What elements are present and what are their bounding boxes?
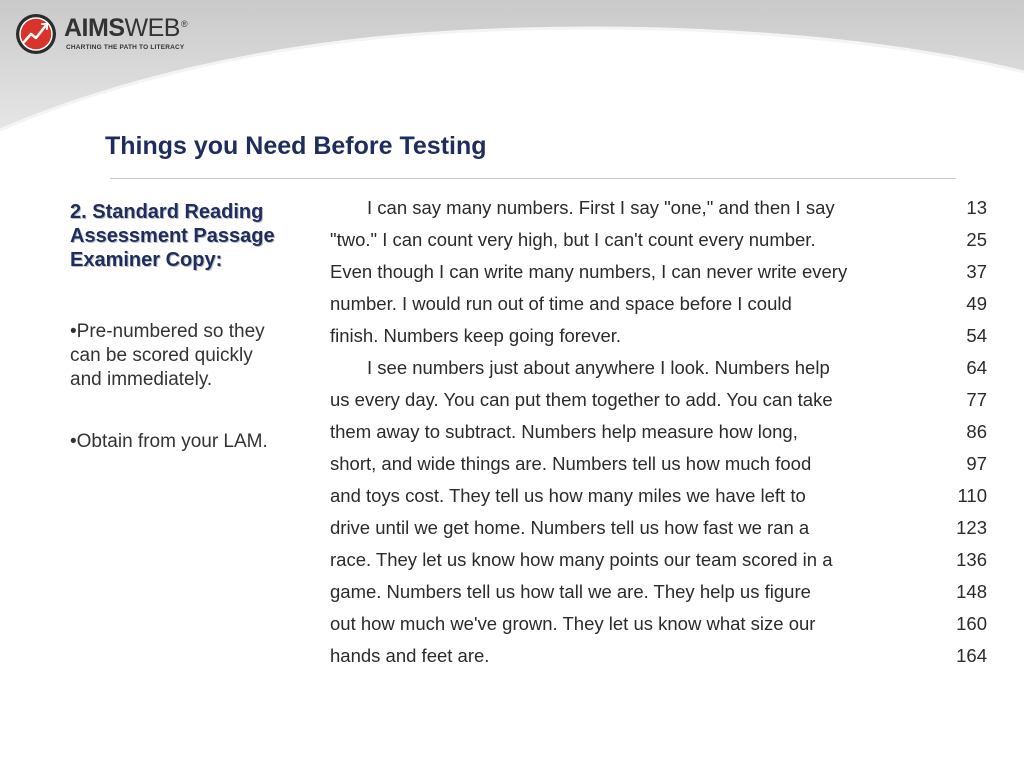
passage-line xyxy=(330,448,995,480)
passage-word-count: 123 xyxy=(956,517,987,538)
passage-word-count: 148 xyxy=(956,581,987,602)
passage-line xyxy=(330,512,995,544)
title-divider xyxy=(110,178,956,179)
passage-line xyxy=(330,384,995,416)
passage-line xyxy=(330,416,995,448)
passage-line-text: us every day. You can put them together to add. You can take xyxy=(330,389,833,410)
passage-word-count: 86 xyxy=(966,421,987,442)
passage-word-count: 136 xyxy=(956,549,987,570)
bullet-line: and immediately. xyxy=(70,369,213,390)
passage-line-text: "two." I can count very high, but I can't count every number. xyxy=(330,229,816,250)
passage-word-count: 54 xyxy=(966,325,987,346)
passage-line-text: out how much we've grown. They let us know what size our xyxy=(330,613,816,634)
passage-word-count: 160 xyxy=(956,613,987,634)
passage-line xyxy=(330,192,995,224)
passage-line-text: number. I would run out of time and space before I could xyxy=(330,293,792,314)
passage-line xyxy=(330,544,995,576)
passage-line-text: them away to subtract. Numbers help measure how long, xyxy=(330,421,798,442)
passage-line xyxy=(330,288,995,320)
sidebar-bullet-obtain xyxy=(70,430,320,454)
passage-line-text: hands and feet are. xyxy=(330,645,490,666)
passage-line xyxy=(330,352,995,384)
passage-line xyxy=(330,224,995,256)
sidebar-heading-line: Examiner Copy: xyxy=(70,249,223,271)
page-title: Things you Need Before Testing xyxy=(105,132,487,160)
logo-wordmark xyxy=(64,14,187,42)
sidebar-bullet-pre-numbered xyxy=(70,320,320,392)
bullet-line: •Pre-numbered so they xyxy=(70,321,265,342)
logo-word-strong: AIMS xyxy=(64,14,125,42)
passage-line-text: I see numbers just about anywhere I look. Numbers help xyxy=(367,357,830,378)
passage-word-count: 64 xyxy=(966,357,987,378)
passage-line-text: finish. Numbers keep going forever. xyxy=(330,325,622,346)
logo-registered-mark: ® xyxy=(180,19,188,29)
passage-word-count: 164 xyxy=(956,645,987,666)
passage-line xyxy=(330,576,995,608)
passage-word-count: 37 xyxy=(966,261,987,282)
logo-tagline: CHARTING THE PATH TO LITERACY xyxy=(66,44,185,51)
passage-line xyxy=(330,608,995,640)
sidebar-notes xyxy=(70,200,320,454)
bullet-line: can be scored quickly xyxy=(70,345,253,366)
passage-word-count: 49 xyxy=(966,293,987,314)
reading-passage xyxy=(330,192,995,672)
passage-line xyxy=(330,640,995,672)
passage-word-count: 110 xyxy=(957,485,987,506)
sidebar-heading xyxy=(70,200,320,272)
passage-line-text: I can say many numbers. First I say "one," and then I say xyxy=(367,197,835,218)
passage-line xyxy=(330,256,995,288)
sidebar-heading-line: Assessment Passage xyxy=(70,225,275,247)
passage-line-text: Even though I can write many numbers, I can never write every xyxy=(330,261,848,282)
bullet-line: •Obtain from your LAM. xyxy=(70,431,268,452)
passage-line-text: drive until we get home. Numbers tell us how fast we ran a xyxy=(330,517,810,538)
passage-line-text: short, and wide things are. Numbers tell us how much food xyxy=(330,453,812,474)
passage-line-text: race. They let us know how many points our team scored in a xyxy=(330,549,833,570)
passage-word-count: 13 xyxy=(966,197,987,218)
passage-line-text: game. Numbers tell us how tall we are. They help us figure xyxy=(330,581,811,602)
aimsweb-logo xyxy=(14,12,214,58)
passage-line xyxy=(330,480,995,512)
passage-line xyxy=(330,320,995,352)
logo-word-light: WEB xyxy=(124,14,180,42)
sidebar-heading-line: 2. Standard Reading xyxy=(70,201,264,223)
aimsweb-logo-icon xyxy=(14,12,58,56)
passage-word-count: 77 xyxy=(966,389,987,410)
passage-word-count: 25 xyxy=(966,229,987,250)
passage-line-text: and toys cost. They tell us how many miles we have left to xyxy=(330,485,806,506)
passage-word-count: 97 xyxy=(966,453,987,474)
